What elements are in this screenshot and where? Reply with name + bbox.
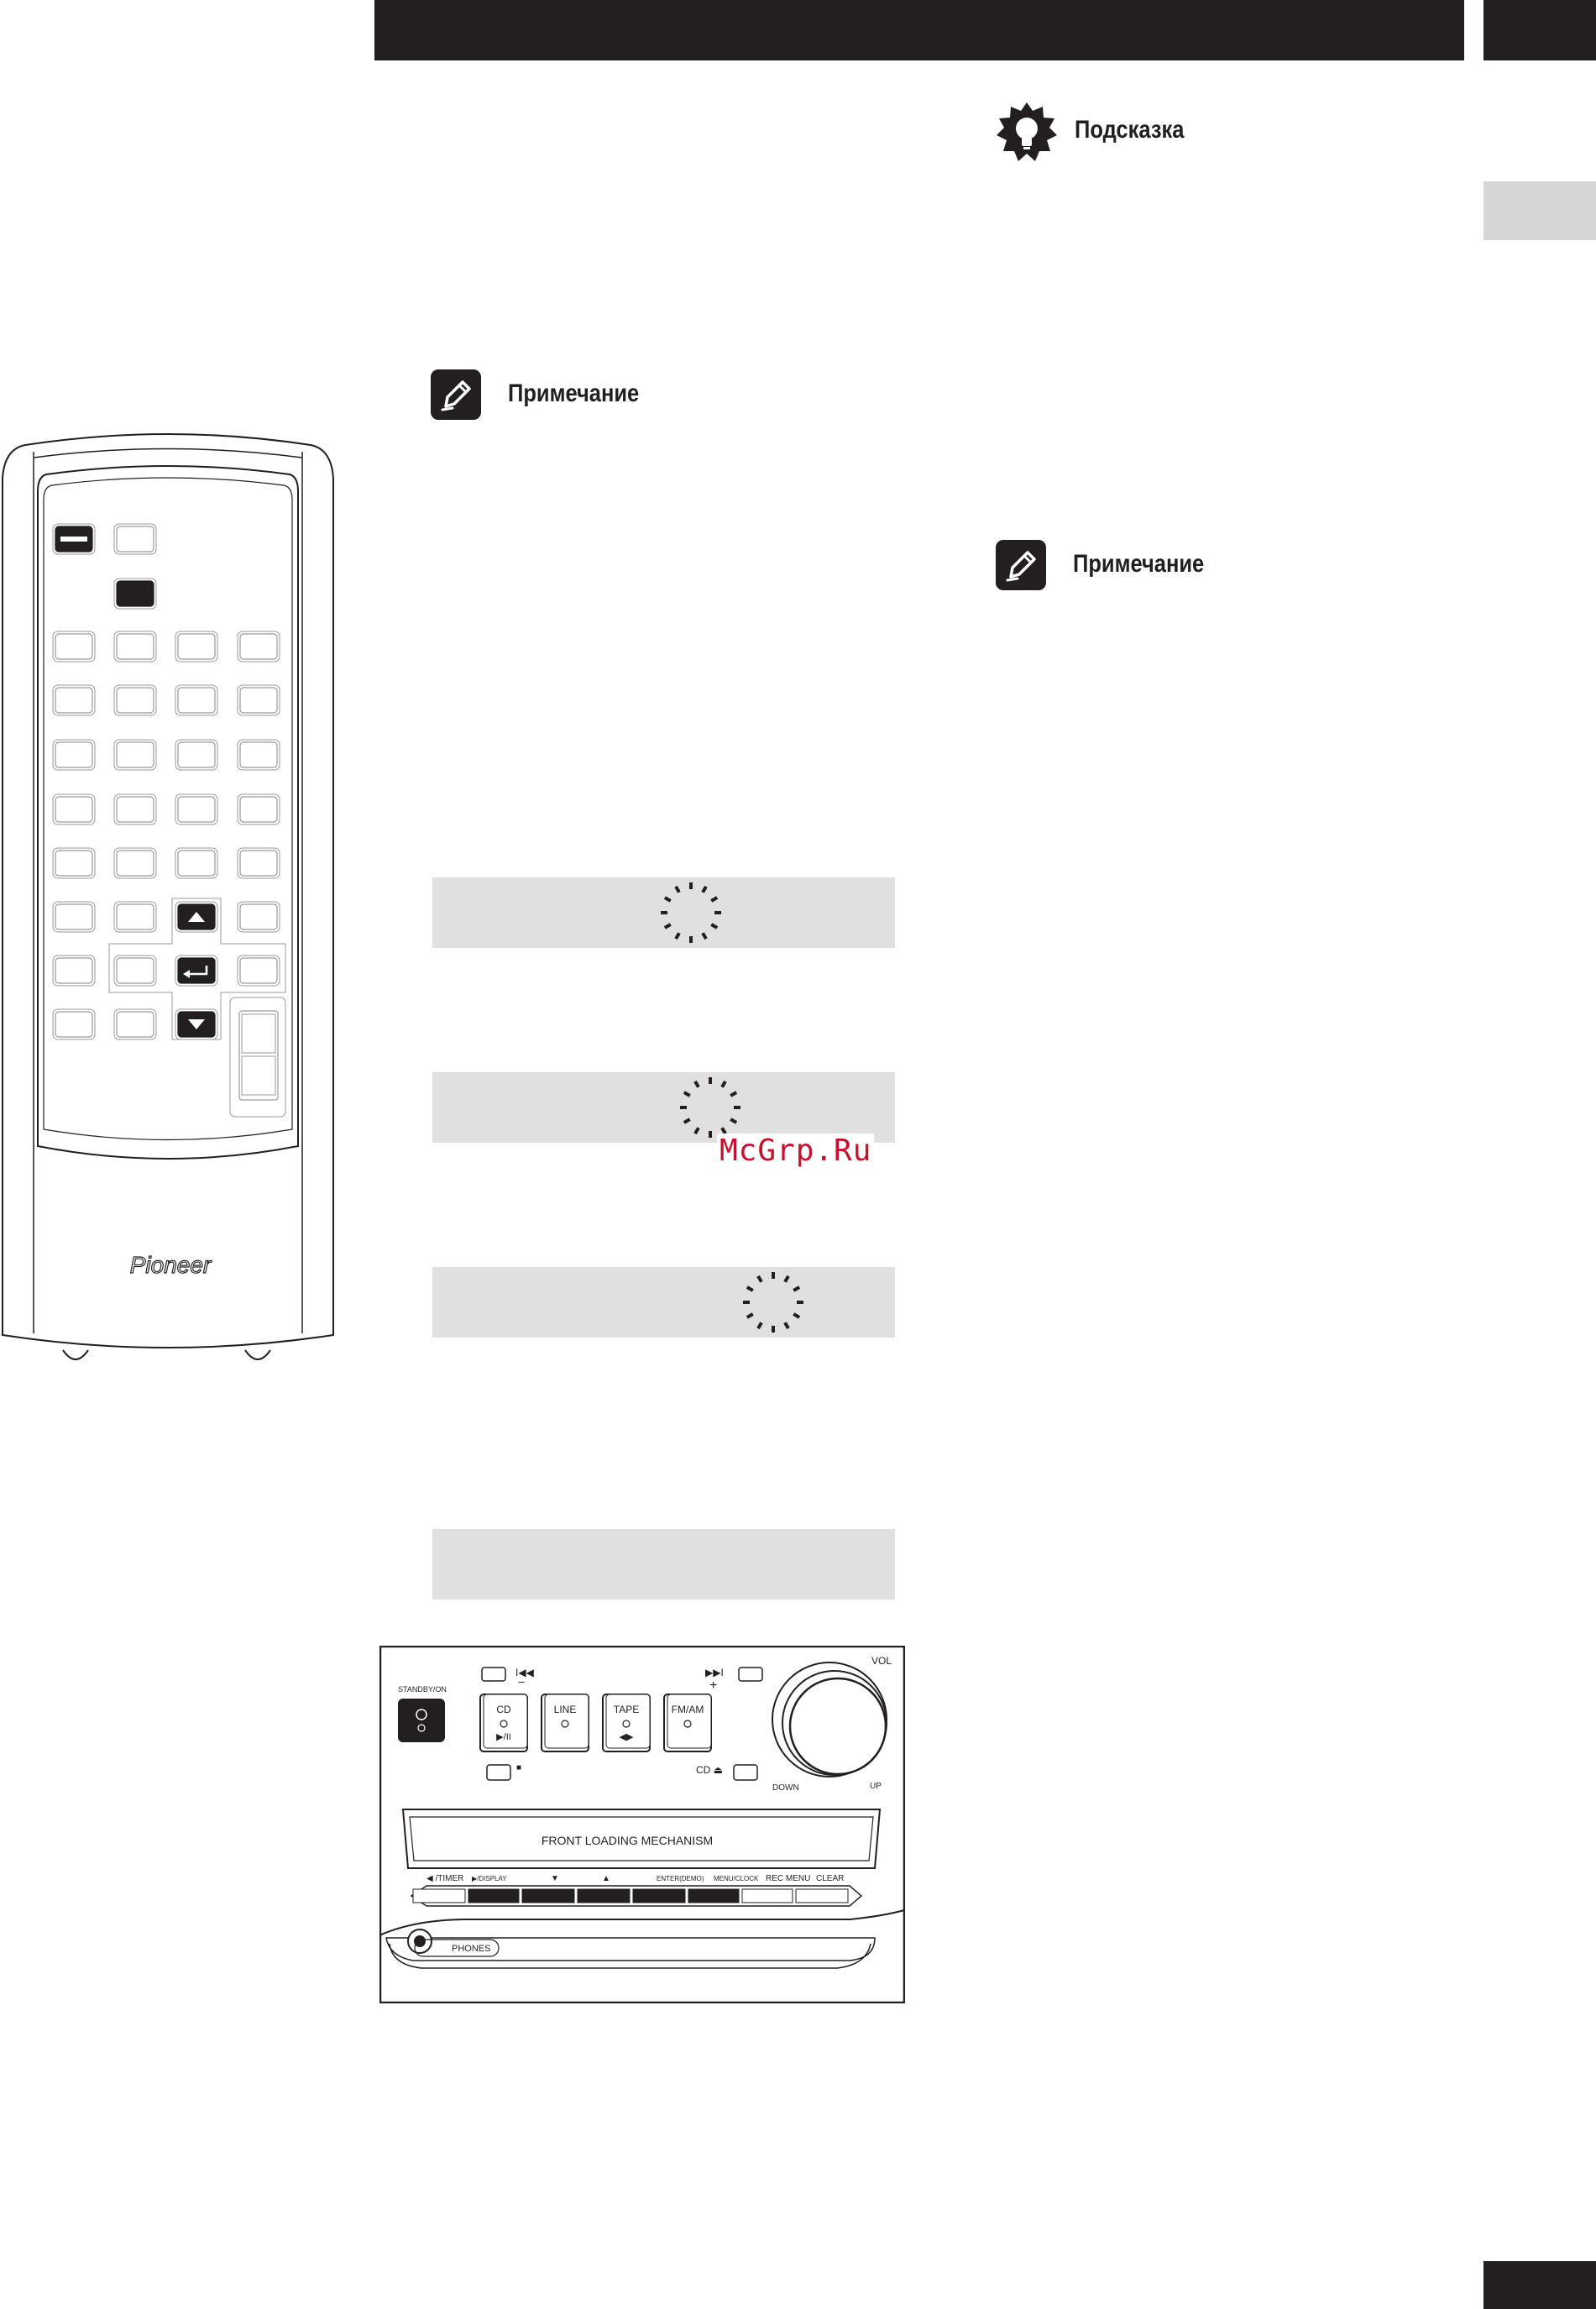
lightbulb-icon xyxy=(995,101,1059,165)
panel-button-label: ▲ xyxy=(602,1874,610,1883)
minus-label: − xyxy=(518,1675,526,1689)
vol-down-label: DOWN xyxy=(772,1783,799,1793)
blink-indicator-icon xyxy=(731,1267,815,1338)
prev-label: I◀◀ xyxy=(515,1667,534,1678)
source-button-line[interactable] xyxy=(542,1694,589,1751)
remote-button[interactable] xyxy=(114,524,156,554)
source-label: TAPE xyxy=(613,1704,640,1715)
remote-button[interactable] xyxy=(175,794,217,825)
slot-label: FRONT LOADING MECHANISM xyxy=(541,1834,714,1847)
vol-label: VOL xyxy=(871,1655,892,1667)
front-panel-illustration xyxy=(379,1646,905,2003)
blink-indicator-icon xyxy=(649,877,733,948)
panel-button-label: ◀ /TIMER xyxy=(426,1874,464,1883)
cd-eject-label: CD ⏏ xyxy=(696,1764,724,1776)
source-button-tape[interactable] xyxy=(603,1694,650,1751)
remote-button[interactable] xyxy=(175,740,217,770)
remote-volume-rocker[interactable] xyxy=(230,997,285,1117)
remote-button[interactable] xyxy=(175,848,217,878)
tip-label: Подсказка xyxy=(1075,116,1185,144)
phones-label: PHONES xyxy=(452,1944,491,1954)
remote-button[interactable] xyxy=(53,956,95,986)
cd-eject-button[interactable] xyxy=(734,1765,757,1780)
remote-button[interactable] xyxy=(53,740,95,770)
remote-button[interactable] xyxy=(114,631,156,662)
remote-brand-logo: Pioneer xyxy=(129,1252,212,1278)
display-panel xyxy=(432,1072,895,1143)
source-label: FM/AM xyxy=(671,1704,704,1715)
standby-button[interactable] xyxy=(398,1699,445,1742)
remote-button[interactable] xyxy=(114,848,156,878)
remote-button[interactable] xyxy=(114,685,156,715)
remote-up-button[interactable] xyxy=(175,902,217,932)
pencil-icon xyxy=(996,540,1046,590)
remote-button[interactable] xyxy=(238,740,280,770)
remote-button[interactable] xyxy=(114,794,156,825)
next-button[interactable] xyxy=(739,1668,762,1681)
note-label: Примечание xyxy=(508,380,640,407)
remote-enter-button[interactable] xyxy=(175,956,217,986)
remote-button[interactable] xyxy=(238,956,280,986)
vol-up-label: UP xyxy=(870,1782,882,1791)
display-panel xyxy=(432,877,895,948)
next-label: ▶▶I xyxy=(705,1667,724,1678)
panel-button-label: ▼ xyxy=(551,1874,559,1883)
remote-button[interactable] xyxy=(175,685,217,715)
section-tab xyxy=(1483,181,1596,240)
remote-button[interactable] xyxy=(238,794,280,825)
remote-button[interactable] xyxy=(114,956,156,986)
remote-button[interactable] xyxy=(53,902,95,932)
remote-button[interactable] xyxy=(238,848,280,878)
prev-button[interactable] xyxy=(482,1668,505,1681)
remote-button[interactable] xyxy=(238,685,280,715)
remote-button[interactable] xyxy=(114,902,156,932)
note-heading xyxy=(431,369,683,421)
panel-button-label: CLEAR xyxy=(816,1874,845,1883)
source-button-cd[interactable] xyxy=(480,1694,527,1751)
stop-button[interactable] xyxy=(487,1765,510,1780)
display-panel xyxy=(432,1267,895,1338)
remote-button[interactable] xyxy=(238,631,280,662)
remote-button[interactable] xyxy=(53,1009,95,1039)
source-button-fm-am[interactable] xyxy=(664,1694,711,1751)
header-bar xyxy=(374,0,1464,60)
remote-button[interactable] xyxy=(175,631,217,662)
stop-label: ■ xyxy=(516,1763,522,1772)
plus-label: + xyxy=(709,1678,718,1693)
note-heading xyxy=(996,540,1248,592)
remote-control xyxy=(0,428,336,1369)
remote-button[interactable] xyxy=(114,1009,156,1039)
remote-button[interactable] xyxy=(114,740,156,770)
panel-button-label: ENTER(DEMO) xyxy=(657,1875,704,1882)
panel-button-label: ▶/DISPLAY xyxy=(472,1875,507,1882)
source-sub-label: ▶/II xyxy=(496,1732,511,1742)
pencil-icon xyxy=(431,369,481,420)
source-label: LINE xyxy=(553,1704,577,1715)
source-label: CD xyxy=(496,1704,511,1715)
watermark: McGrp.Ru xyxy=(717,1134,874,1168)
remote-button[interactable] xyxy=(53,631,95,662)
remote-button[interactable] xyxy=(238,902,280,932)
note-label: Примечание xyxy=(1073,550,1205,578)
tip-heading xyxy=(995,101,1247,161)
display-panel xyxy=(432,1529,895,1600)
panel-button-label: REC MENU xyxy=(766,1874,811,1883)
remote-button[interactable] xyxy=(114,579,156,609)
volume-knob[interactable] xyxy=(790,1678,886,1774)
blink-indicator-icon xyxy=(668,1072,752,1143)
page-number-tab xyxy=(1483,2261,1596,2309)
header-bar-right xyxy=(1483,0,1596,60)
standby-label: STANDBY/ON xyxy=(398,1685,447,1694)
remote-button[interactable] xyxy=(53,848,95,878)
remote-button[interactable] xyxy=(53,794,95,825)
remote-button[interactable] xyxy=(53,685,95,715)
remote-down-button[interactable] xyxy=(175,1009,217,1039)
panel-button-label: MENU/CLOCK xyxy=(714,1875,759,1882)
source-sub-label: ◀▶ xyxy=(619,1732,634,1742)
